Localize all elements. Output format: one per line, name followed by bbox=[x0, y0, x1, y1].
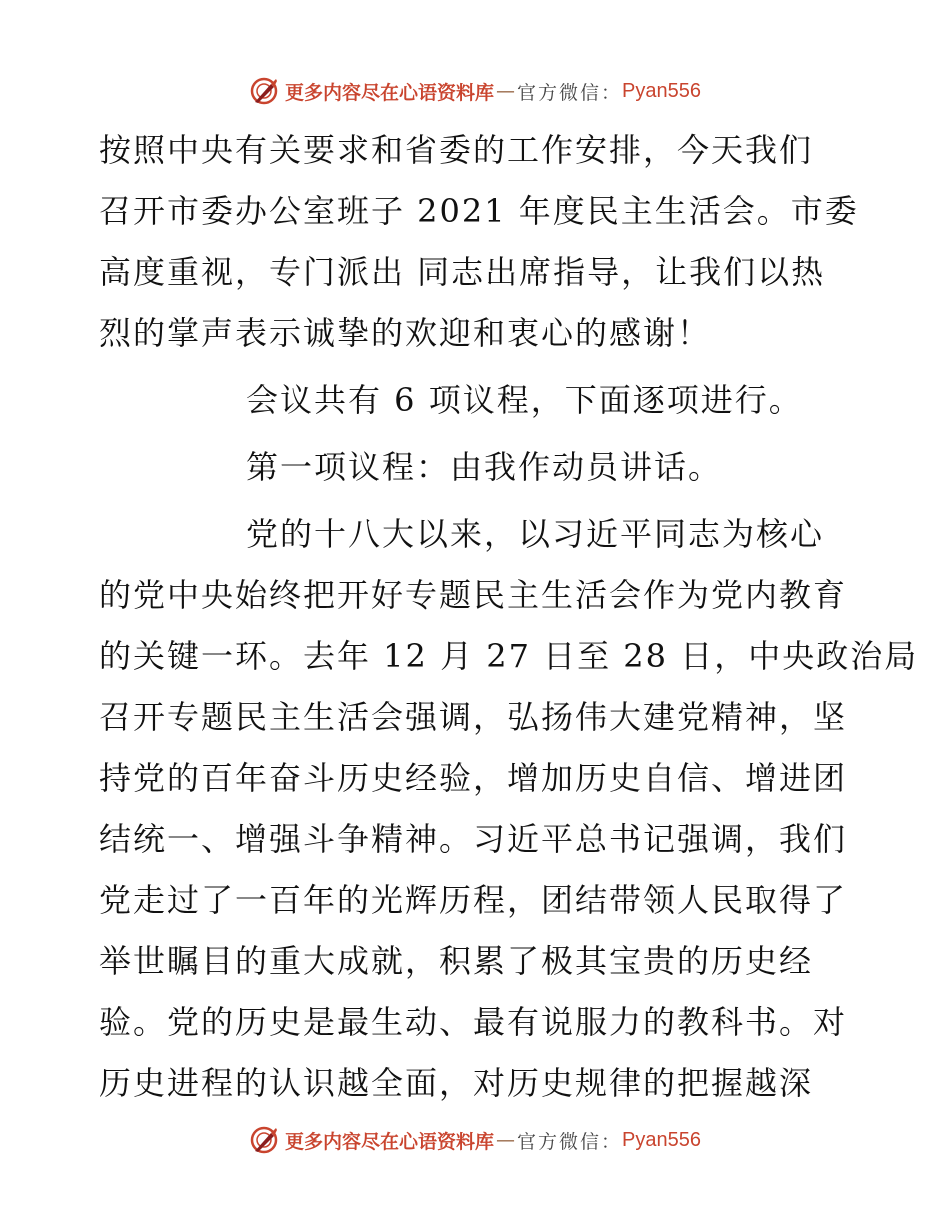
paragraph-line: 召开市委办公室班子 2021 年度民主生活会。市委 bbox=[99, 192, 859, 230]
separator: — bbox=[496, 1129, 516, 1151]
wechat-id: Pyan556 bbox=[622, 79, 701, 102]
document-body bbox=[99, 120, 919, 1114]
paragraph-line: 党的十八大以来，以习近平同志为核心 bbox=[246, 515, 825, 553]
wechat-label: 官方微信： bbox=[517, 1130, 623, 1153]
header-watermark bbox=[0, 71, 950, 111]
paragraph-line: 召开专题民主生活会强调，弘扬伟大建党精神，坚 bbox=[99, 698, 848, 736]
separator: — bbox=[496, 80, 516, 102]
paragraph-line: 烈的掌声表示诚挚的欢迎和衷心的感谢！ bbox=[99, 314, 712, 352]
paragraph-line: 历史进程的认识越全面，对历史规律的把握越深 bbox=[99, 1064, 814, 1102]
paragraph-line: 验。党的历史是最生动、最有说服力的教科书。对 bbox=[99, 1003, 848, 1041]
agenda-item-line: 第一项议程：由我作动员讲话。 bbox=[246, 448, 723, 486]
footer-watermark bbox=[0, 1120, 950, 1160]
site-name: 更多内容尽在心语资料库 bbox=[285, 81, 495, 104]
paragraph-line: 举世瞩目的重大成就，积累了极其宝贵的历史经 bbox=[99, 942, 814, 980]
agenda-count-line: 会议共有 6 项议程，下面逐项进行。 bbox=[246, 381, 803, 419]
paragraph-line: 党走过了一百年的光辉历程，团结带领人民取得了 bbox=[99, 881, 848, 919]
paragraph-line: 持党的百年奋斗历史经验，增加历史自信、增进团 bbox=[99, 759, 848, 797]
paragraph-line: 结统一、增强斗争精神。习近平总书记强调，我们 bbox=[99, 820, 848, 858]
quill-logo-icon bbox=[249, 1125, 279, 1155]
wechat-id: Pyan556 bbox=[622, 1128, 701, 1151]
quill-logo-icon bbox=[249, 76, 279, 106]
paragraph-line: 按照中央有关要求和省委的工作安排，今天我们 bbox=[99, 131, 814, 169]
paragraph-line: 的关键一环。去年 12 月 27 日至 28 日，中央政治局 bbox=[99, 637, 919, 675]
paragraph-line: 高度重视，专门派出 同志出席指导，让我们以热 bbox=[99, 253, 826, 291]
paragraph-line: 的党中央始终把开好专题民主生活会作为党内教育 bbox=[99, 576, 848, 614]
wechat-label: 官方微信： bbox=[517, 81, 623, 104]
site-name: 更多内容尽在心语资料库 bbox=[285, 1130, 495, 1153]
